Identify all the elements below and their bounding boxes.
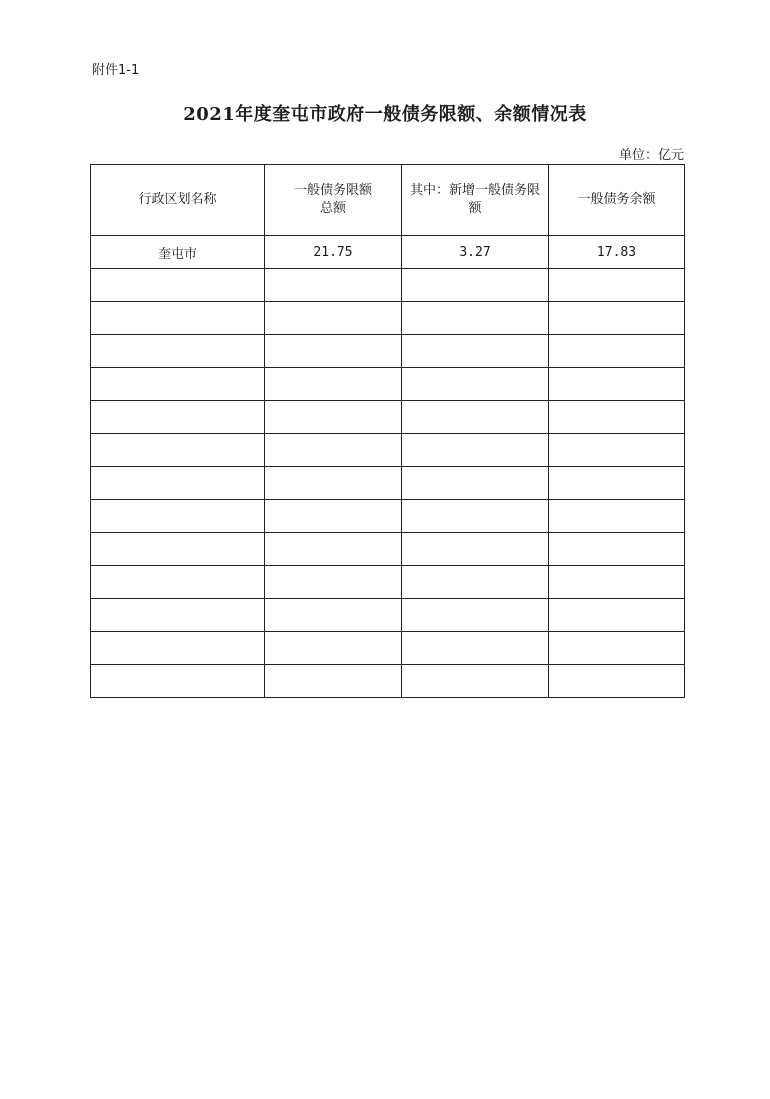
value-cell	[402, 269, 549, 302]
table-row	[91, 368, 685, 401]
table-row	[91, 467, 685, 500]
region-cell	[91, 665, 265, 698]
column-header-balance: 一般债务余额	[549, 165, 685, 236]
region-cell	[91, 500, 265, 533]
table-row	[91, 434, 685, 467]
region-cell	[91, 335, 265, 368]
unit-label: 单位：亿元	[618, 148, 684, 163]
value-cell	[549, 302, 685, 335]
value-cell	[549, 665, 685, 698]
region-cell	[91, 467, 265, 500]
table-row	[91, 665, 685, 698]
region-cell	[91, 533, 265, 566]
column-header-new-limit: 其中：新增一般债务限额	[402, 165, 549, 236]
value-cell	[402, 665, 549, 698]
value-cell	[402, 599, 549, 632]
region-cell	[91, 401, 265, 434]
table-row	[91, 302, 685, 335]
value-cell	[549, 368, 685, 401]
value-cell	[402, 500, 549, 533]
value-cell	[549, 467, 685, 500]
table-row	[91, 236, 685, 269]
value-cell	[549, 533, 685, 566]
table-row	[91, 269, 685, 302]
value-cell	[549, 434, 685, 467]
column-header-limit-total: 一般债务限额总额	[265, 165, 402, 236]
document-title: 2021年度奎屯市政府一般债务限额、余额情况表	[183, 104, 587, 125]
region-cell	[91, 302, 265, 335]
value-cell	[402, 632, 549, 665]
attachment-label: 附件1-1	[92, 63, 140, 78]
value-cell	[265, 368, 402, 401]
value-cell	[549, 500, 685, 533]
value-cell	[549, 401, 685, 434]
value-cell	[549, 269, 685, 302]
value-cell	[265, 533, 402, 566]
table-row	[91, 566, 685, 599]
region-cell	[91, 269, 265, 302]
region-cell	[91, 434, 265, 467]
value-cell	[265, 566, 402, 599]
table-row	[91, 599, 685, 632]
value-cell	[402, 302, 549, 335]
value-cell	[265, 269, 402, 302]
value-cell	[402, 335, 549, 368]
value-cell	[549, 599, 685, 632]
value-cell	[402, 467, 549, 500]
table-row	[91, 533, 685, 566]
value-cell	[549, 335, 685, 368]
value-cell	[402, 368, 549, 401]
table-row	[91, 632, 685, 665]
value-cell	[402, 401, 549, 434]
value-cell	[265, 632, 402, 665]
value-cell	[402, 533, 549, 566]
value-cell: 21.75	[265, 236, 402, 269]
value-cell	[265, 335, 402, 368]
table-row	[91, 401, 685, 434]
debt-table	[90, 164, 685, 698]
table-row	[91, 335, 685, 368]
value-cell	[265, 665, 402, 698]
value-cell	[265, 467, 402, 500]
value-cell	[265, 302, 402, 335]
value-cell	[265, 434, 402, 467]
value-cell	[402, 434, 549, 467]
region-cell	[91, 632, 265, 665]
value-cell: 3.27	[402, 236, 549, 269]
value-cell	[402, 566, 549, 599]
region-cell	[91, 566, 265, 599]
value-cell	[549, 566, 685, 599]
table-header-row	[91, 165, 685, 236]
column-header-region: 行政区划名称	[91, 165, 265, 236]
region-cell	[91, 599, 265, 632]
value-cell	[265, 500, 402, 533]
region-cell	[91, 368, 265, 401]
value-cell	[265, 599, 402, 632]
region-cell: 奎屯市	[91, 236, 265, 269]
table-row	[91, 500, 685, 533]
value-cell	[549, 632, 685, 665]
value-cell	[265, 401, 402, 434]
value-cell: 17.83	[549, 236, 685, 269]
